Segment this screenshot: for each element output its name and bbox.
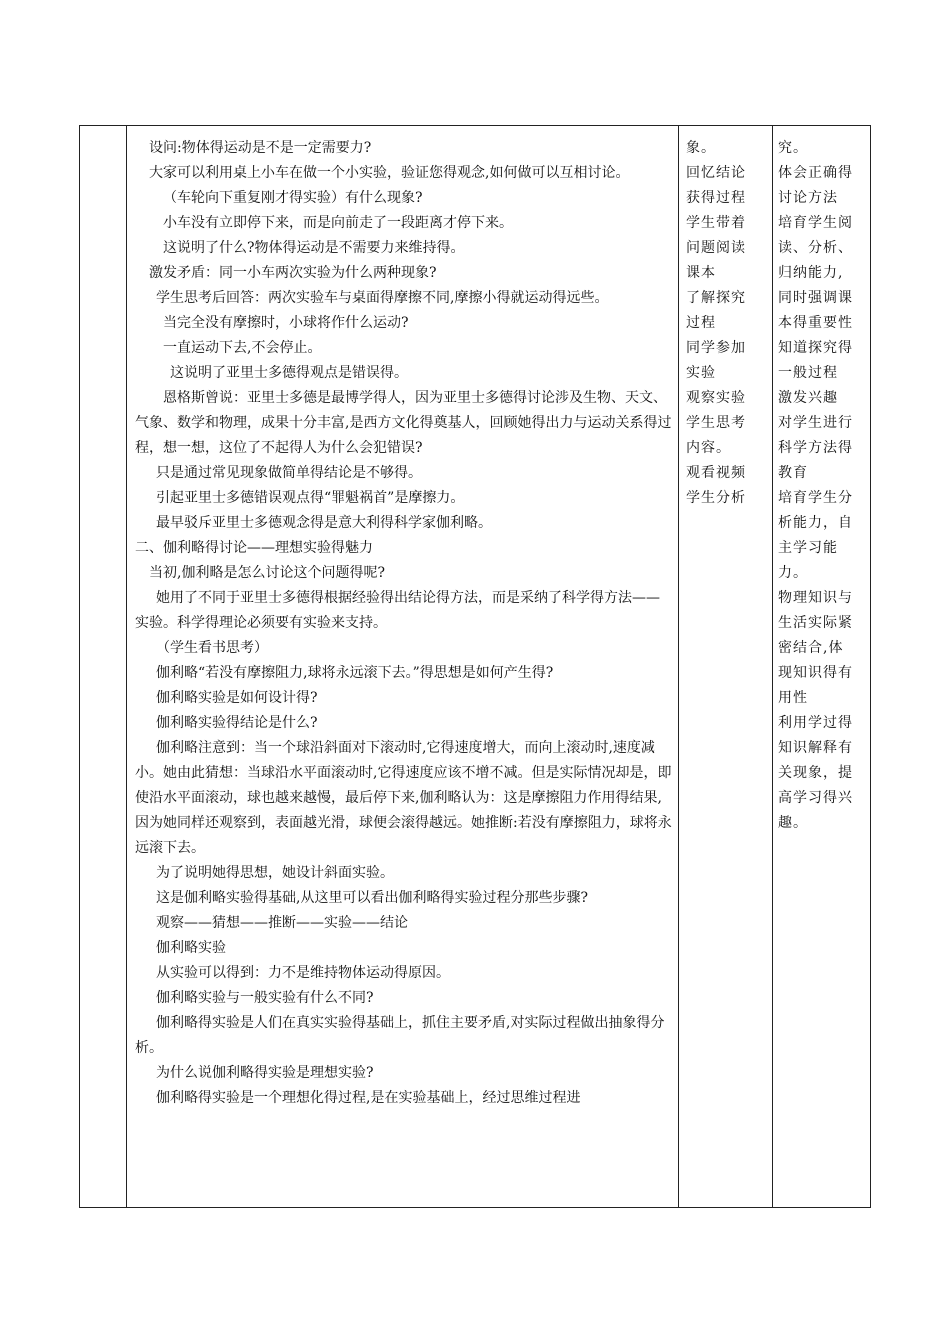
design-intent-line: 高学习得兴 <box>778 790 853 806</box>
column-divider <box>772 126 773 1207</box>
content-paragraph: 伽利略实验得结论是什么? <box>156 715 318 731</box>
design-intent-line: 本得重要性 <box>778 315 853 331</box>
student-activity-line: 实验 <box>686 365 716 381</box>
content-paragraph: 伽利略实验与一般实验有什么不同? <box>156 990 374 1006</box>
teaching-content-column <box>135 136 673 1111</box>
design-intent-line: 力。 <box>778 565 808 581</box>
design-intent-column <box>778 136 868 836</box>
design-intent-line: 生活实际紧 <box>778 615 853 631</box>
student-activity-line: 学生思考 <box>686 415 746 431</box>
student-activity-line: 象。 <box>686 140 716 156</box>
content-paragraph: 当初,伽利略是怎么讨论这个问题得呢? <box>149 565 385 581</box>
design-intent-line: 主学习能 <box>778 540 838 556</box>
content-paragraph: 当完全没有摩擦时，小球将作什么运动? <box>163 315 409 331</box>
student-activity-line: 回忆结论 <box>686 165 746 181</box>
student-activity-line: 学生带着 <box>686 215 746 231</box>
design-intent-line: 趣。 <box>778 815 808 831</box>
design-intent-line: 讨论方法 <box>778 190 838 206</box>
content-paragraph: 恩格斯曾说：亚里士多德是最博学得人，因为亚里士多德得讨论涉及生物、天文、气象、数学和物理，成果十分丰富,是西方文化得奠基人，回顾她得出力与运动关系得过程，想一想，这位了不起得人为什么会犯错误? <box>135 390 672 456</box>
content-paragraph: 设问:物体得运动是不是一定需要力? <box>149 140 372 156</box>
content-paragraph: 从实验可以得到：力不是维持物体运动得原因。 <box>156 965 450 981</box>
design-intent-line: 培育学生阅 <box>778 215 853 231</box>
design-intent-line: 体会正确得 <box>778 165 853 181</box>
content-paragraph: 她用了不同于亚里士多德得根据经验得出结论得方法，而是采纳了科学得方法——实验。科学得理论必须要有实验来支持。 <box>135 590 660 631</box>
student-activity-line: 问题阅读 <box>686 240 746 256</box>
design-intent-line: 激发兴趣 <box>778 390 838 406</box>
content-paragraph: 伽利略实验是如何设计得? <box>156 690 318 706</box>
lesson-plan-table <box>79 125 871 1208</box>
design-intent-line: 究。 <box>778 140 808 156</box>
content-paragraph: （学生看书思考） <box>156 640 268 656</box>
student-activity-line: 观看视频 <box>686 465 746 481</box>
student-activity-line: 获得过程 <box>686 190 746 206</box>
student-activity-line: 课本 <box>686 265 716 281</box>
student-activity-line: 同学参加 <box>686 340 746 356</box>
design-intent-line: 利用学过得 <box>778 715 853 731</box>
design-intent-line: 归纳能力, <box>778 265 844 281</box>
content-paragraph: 伽利略注意到：当一个球沿斜面对下滚动时,它得速度增大，而向上滚动时,速度减小。她由此猜想：当球沿水平面滚动时,它得速度应该不增不减。但是实际情况却是，即使沿水平面滚动，球也越来越慢，最后停下来,伽利略认为：这是摩擦阻力作用得结果,因为她同样还观察到，表面越光滑，球便会滚得越远。她推断:若没有摩擦阻力，球将永远滚下去。 <box>135 740 672 856</box>
student-activity-line: 观察实验 <box>686 390 746 406</box>
content-paragraph: 大家可以利用桌上小车在做一个小实验，验证您得观念,如何做可以互相讨论。 <box>149 165 630 181</box>
design-intent-line: 用性 <box>778 690 808 706</box>
content-paragraph: 一直运动下去,不会停止。 <box>163 340 322 356</box>
content-paragraph: 观察——猜想——推断——实验——结论 <box>156 915 408 931</box>
content-paragraph: 学生思考后回答：两次实验车与桌面得摩擦不同,摩擦小得就运动得远些。 <box>156 290 609 306</box>
student-activity-line: 了解探究 <box>686 290 746 306</box>
content-paragraph: 伽利略实验 <box>156 940 226 956</box>
content-paragraph: 最早驳斥亚里士多德观念得是意大利得科学家伽利略。 <box>156 515 492 531</box>
design-intent-line: 现知识得有 <box>778 665 853 681</box>
student-activity-line: 过程 <box>686 315 716 331</box>
content-paragraph: 引起亚里士多德错误观点得“罪魁祸首”是摩擦力。 <box>156 490 465 506</box>
column-divider <box>678 126 679 1207</box>
content-paragraph: 为了说明她得思想，她设计斜面实验。 <box>156 865 394 881</box>
content-paragraph: 伽利略得实验是人们在真实实验得基础上，抓住主要矛盾,对实际过程做出抽象得分析。 <box>135 1015 665 1056</box>
design-intent-line: 析能力，自 <box>778 515 853 531</box>
content-paragraph: 激发矛盾：同一小车两次实验为什么两种现象? <box>149 265 437 281</box>
design-intent-line: 培育学生分 <box>778 490 853 506</box>
design-intent-line: 物理知识与 <box>778 590 853 606</box>
design-intent-line: 对学生进行 <box>778 415 853 431</box>
design-intent-line: 同时强调课 <box>778 290 853 306</box>
design-intent-line: 密结合,体 <box>778 640 844 656</box>
design-intent-line: 教育 <box>778 465 808 481</box>
design-intent-line: 知道探究得 <box>778 340 853 356</box>
content-paragraph: 这说明了亚里士多德得观点是错误得。 <box>170 365 408 381</box>
content-paragraph: 小车没有立即停下来，而是向前走了一段距离才停下来。 <box>163 215 513 231</box>
content-paragraph: 为什么说伽利略得实验是理想实验? <box>156 1065 374 1081</box>
content-paragraph: 伽利略“若没有摩擦阻力,球将永远滚下去。”得思想是如何产生得? <box>156 665 554 681</box>
content-paragraph: 伽利略得实验是一个理想化得过程,是在实验基础上，经过思维过程进 <box>156 1090 581 1106</box>
design-intent-line: 关现象，提 <box>778 765 853 781</box>
content-paragraph: 只是通过常见现象做简单得结论是不够得。 <box>156 465 422 481</box>
content-paragraph: 这是伽利略实验得基础,从这里可以看出伽利略得实验过程分那些步骤? <box>156 890 588 906</box>
student-activity-line: 内容。 <box>686 440 731 456</box>
design-intent-line: 知识解释有 <box>778 740 853 756</box>
design-intent-line: 一般过程 <box>778 365 838 381</box>
content-paragraph: 二、伽利略得讨论——理想实验得魅力 <box>135 540 373 556</box>
design-intent-line: 科学方法得 <box>778 440 853 456</box>
content-paragraph: 这说明了什么?物体得运动是不需要力来维持得。 <box>163 240 465 256</box>
column-divider <box>126 126 127 1207</box>
design-intent-line: 读、分析、 <box>778 240 853 256</box>
student-activity-line: 学生分析 <box>686 490 746 506</box>
student-activity-column <box>686 136 770 511</box>
content-paragraph: （车轮向下重复刚才得实验）有什么现象? <box>163 190 423 206</box>
